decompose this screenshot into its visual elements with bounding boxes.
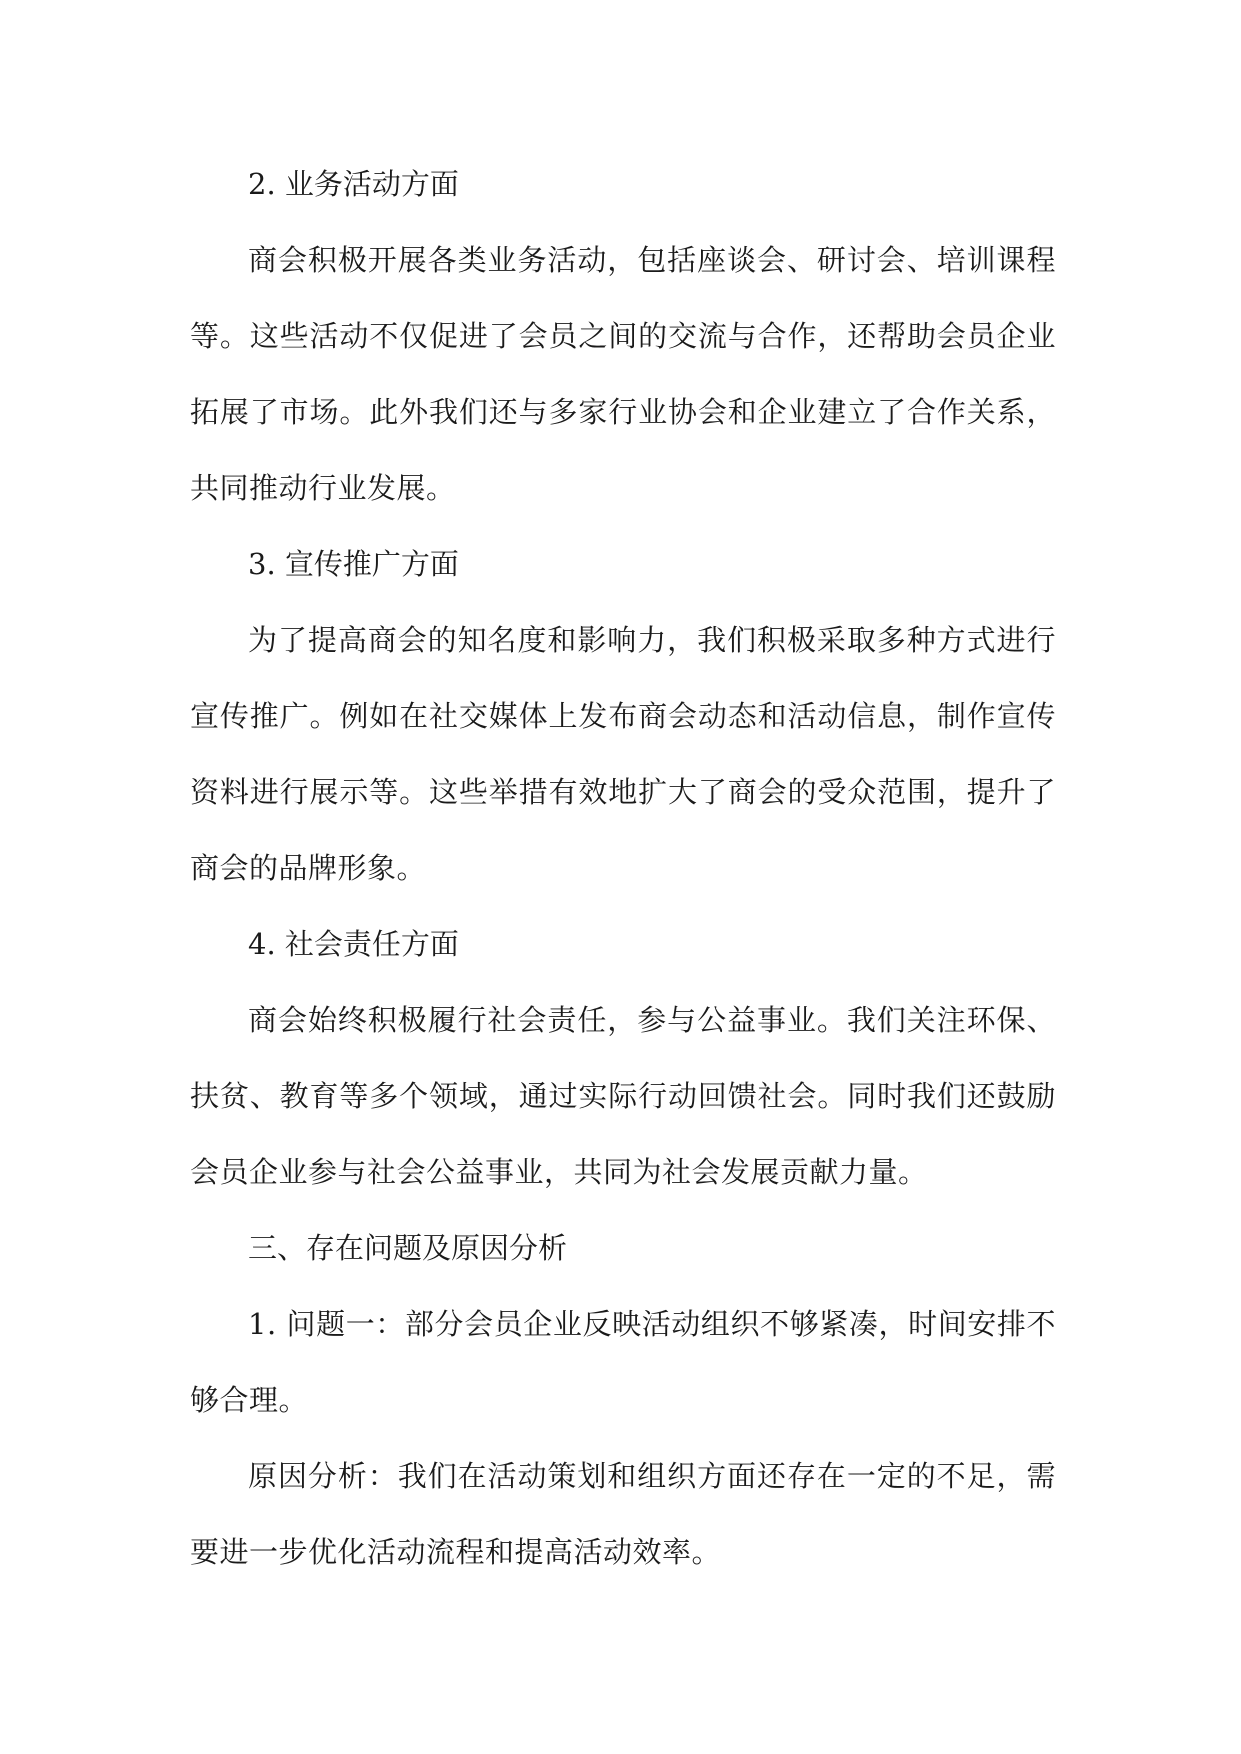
section-paragraph-social-responsibility: 商会始终积极履行社会责任，参与公益事业。我们关注环保、扶贫、教育等多个领域，通过实际行动回馈社会。同时我们还鼓励会员企业参与社会公益事业，共同为社会发展贡献力量。 xyxy=(190,1003,1056,1189)
section-heading-business-activities: 2. 业务活动方面 xyxy=(248,167,459,201)
part-three-heading: 三、存在问题及原因分析 xyxy=(248,1231,568,1265)
cause-analysis-paragraph: 原因分析：我们在活动策划和组织方面还存在一定的不足，需要进一步优化活动流程和提高活动效率。 xyxy=(190,1459,1056,1569)
section-heading-publicity: 3. 宣传推广方面 xyxy=(248,547,459,581)
document-body xyxy=(190,146,1056,1590)
section-paragraph-business-activities: 商会积极开展各类业务活动，包括座谈会、研讨会、培训课程等。这些活动不仅促进了会员之间的交流与合作，还帮助会员企业拓展了市场。此外我们还与多家行业协会和企业建立了合作关系，共同推动行业发展。 xyxy=(190,243,1056,505)
problem-one-paragraph: 1. 问题一：部分会员企业反映活动组织不够紧凑，时间安排不够合理。 xyxy=(190,1307,1056,1417)
section-paragraph-publicity: 为了提高商会的知名度和影响力，我们积极采取多种方式进行宣传推广。例如在社交媒体上发布商会动态和活动信息，制作宣传资料进行展示等。这些举措有效地扩大了商会的受众范围，提升了商会的品牌形象。 xyxy=(190,623,1056,885)
section-heading-social-responsibility: 4. 社会责任方面 xyxy=(248,927,459,961)
